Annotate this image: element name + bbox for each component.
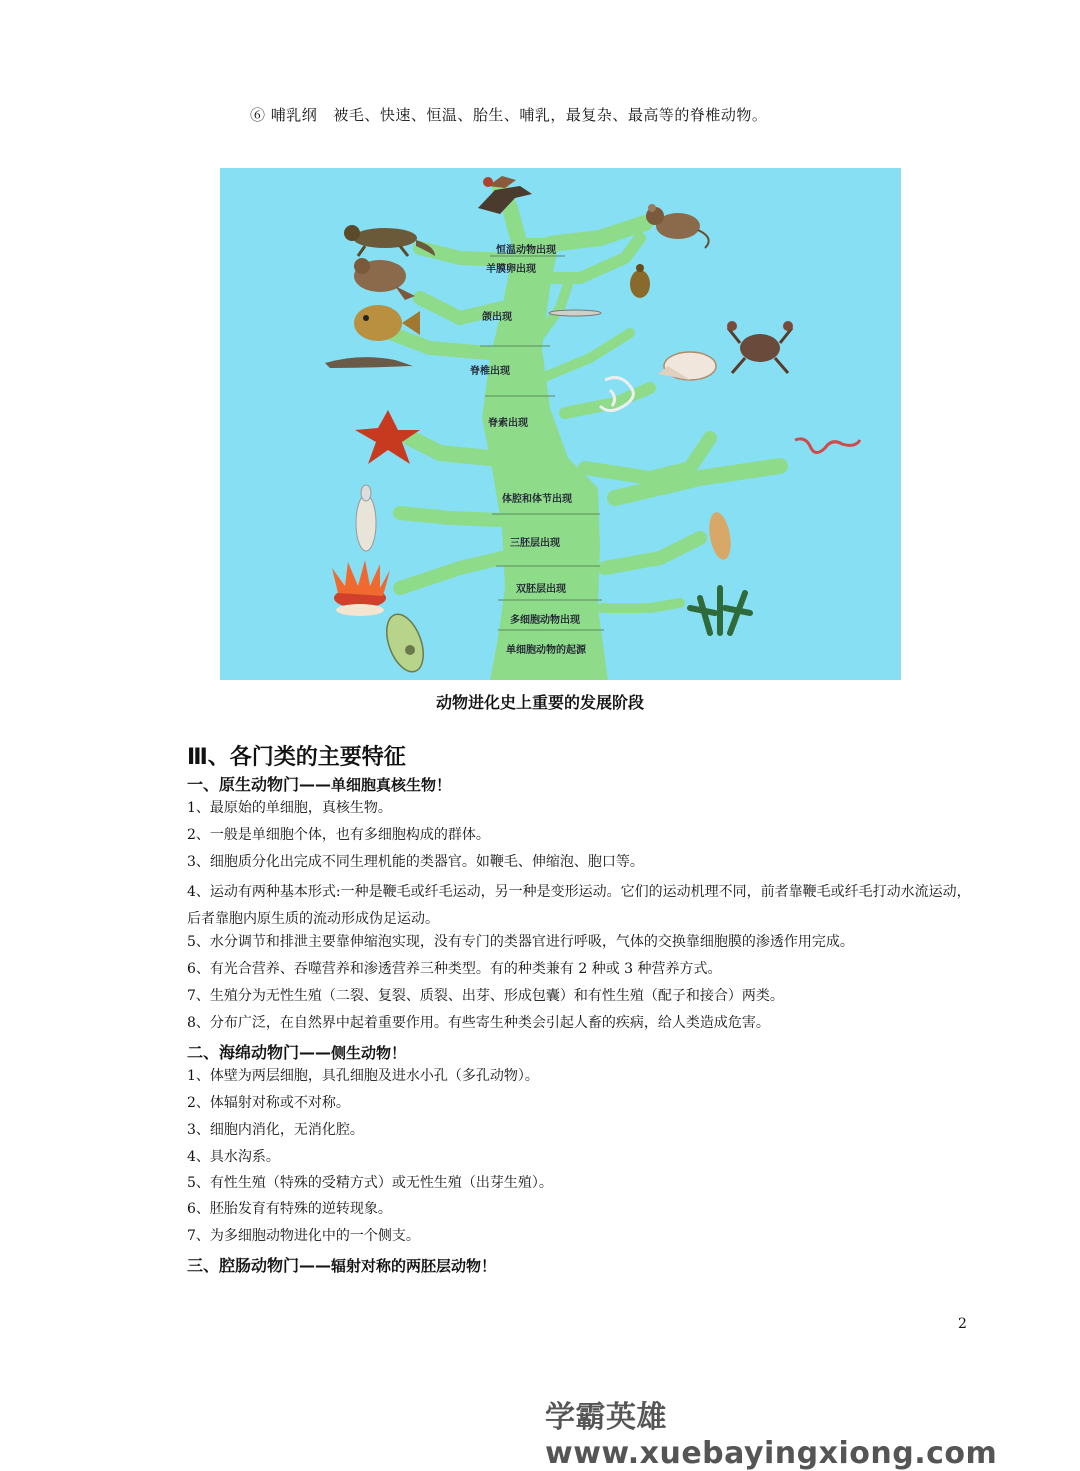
group-heading-rest: 辐射对称的两胚层动物！ bbox=[331, 1257, 497, 1275]
frog-illustration bbox=[354, 258, 415, 300]
list-item: 5、有性生殖（特殊的受精方式）或无性生殖（出芽生殖）。 bbox=[187, 1175, 553, 1191]
lancelet-illustration bbox=[549, 310, 601, 316]
list-item: 7、生殖分为无性生殖（二裂、复裂、质裂、出芽、形成包囊）和有性生殖（配子和接合）两类。 bbox=[187, 988, 784, 1004]
list-item: 6、有光合营养、吞噬营养和渗透营养三种类型。有的种类兼有 2 种或 3 种营养方式。 bbox=[187, 961, 722, 977]
list-item: 4、具水沟系。 bbox=[187, 1149, 280, 1165]
group-heading bbox=[187, 1040, 406, 1063]
stage-label: 单细胞动物的起源 bbox=[506, 645, 586, 656]
snail-illustration bbox=[658, 352, 716, 380]
flatworm-illustration bbox=[706, 511, 734, 562]
figure-caption: 动物进化史上重要的发展阶段 bbox=[435, 693, 644, 712]
stage-label: 双胚层出现 bbox=[516, 584, 566, 595]
earthworm-illustration bbox=[795, 439, 860, 453]
crab-illustration bbox=[727, 321, 793, 373]
list-item: 3、细胞质分化出完成不同生理机能的类器官。如鞭毛、伸缩泡、胞口等。 bbox=[187, 854, 644, 870]
page-number: 2 bbox=[958, 1316, 967, 1332]
paramecium-illustration bbox=[380, 609, 431, 676]
list-item: 3、细胞内消化，无消化腔。 bbox=[187, 1122, 364, 1138]
evolution-tree-figure bbox=[220, 168, 901, 680]
list-item: 5、水分调节和排泄主要靠伸缩泡实现，没有专门的类器官进行呼吸，气体的交换靠细胞膜的渗透作用完成。 bbox=[187, 934, 854, 950]
list-item: 2、体辐射对称或不对称。 bbox=[187, 1095, 350, 1111]
list-item: 7、为多细胞动物进化中的一个侧支。 bbox=[187, 1228, 420, 1244]
stage-label: 体腔和体节出现 bbox=[502, 494, 572, 505]
group-heading-prefix: 二、海绵动物门—— bbox=[187, 1043, 332, 1062]
group-heading-rest: 侧生动物！ bbox=[331, 1044, 407, 1062]
list-item: 1、最原始的单细胞，真核生物。 bbox=[187, 800, 392, 816]
group-heading bbox=[187, 772, 451, 795]
sea-anemone-illustration bbox=[332, 560, 390, 616]
watermark: 学霸英雄 www.xuebayingxiong.com bbox=[545, 1400, 998, 1471]
list-item: 8、分布广泛，在自然界中起着重要作用。有些寄生种类会引起人畜的疾病，给人类造成危害。 bbox=[187, 1015, 770, 1031]
stage-label: 脊索出现 bbox=[488, 418, 528, 429]
circled-number: ⑥ bbox=[250, 106, 266, 124]
bird-illustration bbox=[478, 176, 532, 214]
list-item: 4、运动有两种基本形式:一种是鞭毛或纤毛运动，另一种是变形运动。它们的运动机理不同，前者靠鞭毛或纤毛打动水流运动，后者靠胞内原生质的流动形成伪足运动。 bbox=[187, 884, 971, 927]
stage-label: 恒温动物出现 bbox=[496, 245, 556, 256]
rotifer-illustration bbox=[356, 485, 376, 551]
stage-label: 脊椎出现 bbox=[470, 366, 510, 377]
list-item: 2、一般是单细胞个体，也有多细胞构成的群体。 bbox=[187, 827, 490, 843]
stage-label: 羊膜卵出现 bbox=[486, 264, 536, 275]
stage-label: 颌出现 bbox=[482, 312, 512, 323]
intro-line bbox=[250, 104, 767, 125]
lamprey-illustration bbox=[325, 357, 413, 368]
turtle-illustration bbox=[630, 264, 650, 298]
list-item: 6、胚胎发育有特殊的逆转现象。 bbox=[187, 1201, 392, 1217]
stage-label: 多细胞动物出现 bbox=[510, 615, 580, 626]
list-item: 1、体壁为两层细胞，具孔细胞及进水小孔（多孔动物）。 bbox=[187, 1068, 539, 1084]
coral-illustration bbox=[690, 588, 750, 633]
section-heading: Ⅲ、各门类的主要特征 bbox=[187, 745, 406, 770]
stage-label: 三胚层出现 bbox=[510, 538, 560, 549]
group-heading-prefix: 三、腔肠动物门—— bbox=[187, 1256, 332, 1275]
group-heading-rest: 单细胞真核生物！ bbox=[331, 776, 452, 794]
class-description: 被毛、快速、恒温、胎生、哺乳，最复杂、最高等的脊椎动物。 bbox=[333, 106, 768, 124]
mouse-illustration bbox=[646, 204, 709, 248]
group-heading-prefix: 一、原生动物门—— bbox=[187, 775, 332, 794]
class-name: 哺乳纲 bbox=[270, 106, 318, 124]
group-heading bbox=[187, 1253, 496, 1276]
